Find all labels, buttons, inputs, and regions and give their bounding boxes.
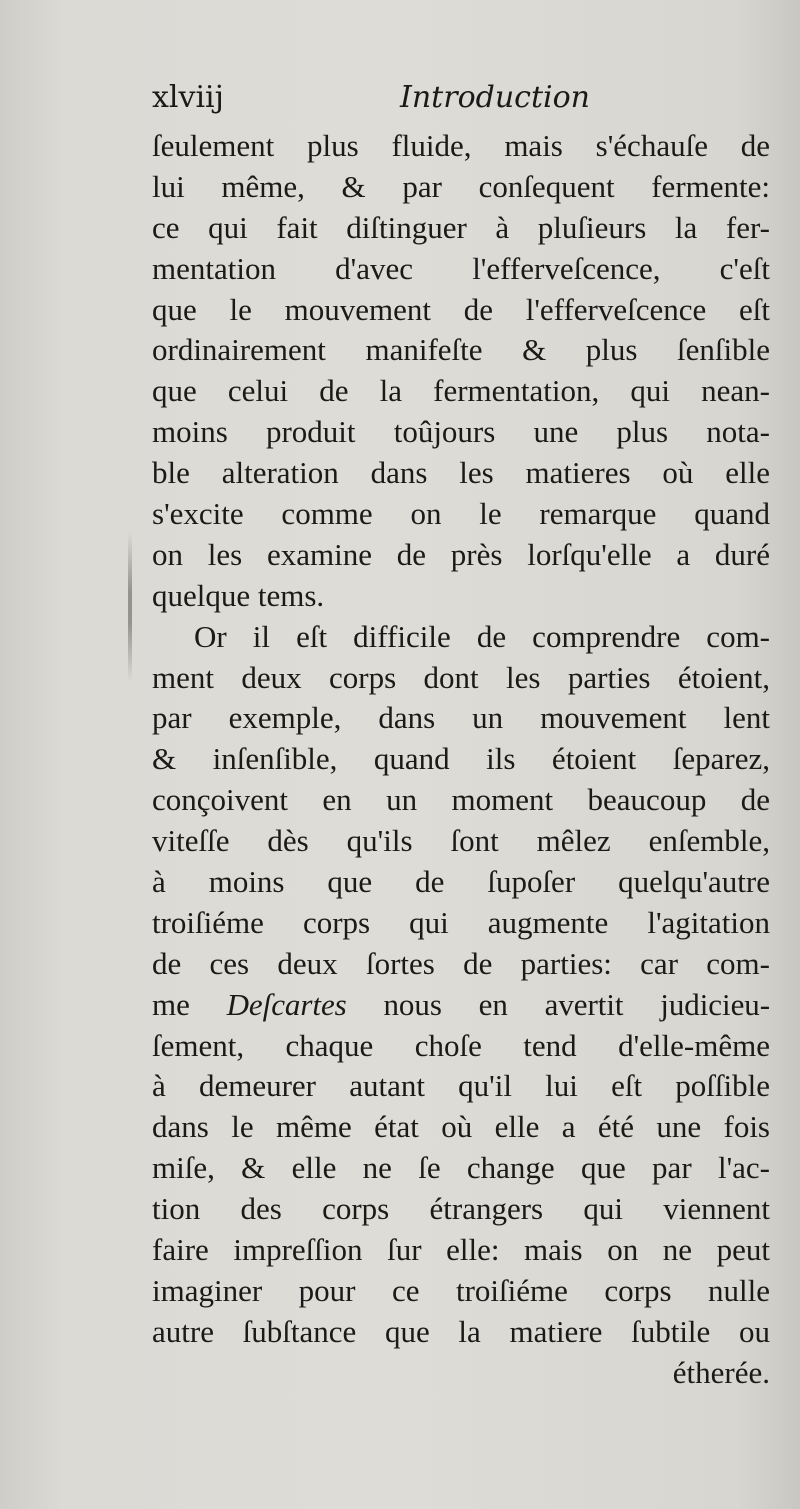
text-line: à moins que de ſupoſer quelqu'autre: [152, 864, 770, 900]
text-line: imaginer pour ce troiſiéme corps nulle: [152, 1272, 770, 1308]
paragraph-end-line: quelque tems.: [152, 577, 325, 613]
catchword-line: étherée.: [672, 1354, 770, 1390]
text-line: ſement, chaque choſe tend d'elle-même: [152, 1027, 770, 1063]
text-line: & inſenſible, quand ils étoient ſeparez,: [152, 741, 770, 777]
text-line: ment deux corps dont les parties étoient,: [152, 659, 770, 695]
text-line: de ces deux ſortes de parties: car com-: [152, 945, 770, 981]
text-line: autre ſubſtance que la matiere ſubtile ou: [152, 1313, 770, 1349]
text-line: tion des corps étrangers qui viennent: [152, 1191, 770, 1227]
text-line: conçoivent en un moment beaucoup de: [152, 782, 770, 818]
text-line: faire impreſſion ſur elle: mais on ne peut: [152, 1232, 770, 1268]
page-number: xlviij: [152, 80, 224, 115]
gutter-shadow: [128, 532, 132, 682]
text-line: que celui de la fermentation, qui nean-: [152, 373, 770, 409]
text-line: ſeulement plus fluide, mais s'échauſe de: [152, 128, 770, 163]
text-line: que le mouvement de l'efferveſcence eſt: [152, 291, 770, 327]
text-line: moins produit toûjours une plus nota-: [152, 414, 770, 450]
text-line: ble alteration dans les matieres où elle: [152, 455, 770, 491]
text-line: miſe, & elle ne ſe change que par l'ac-: [152, 1150, 770, 1186]
text-fragment: me: [152, 986, 190, 1022]
body-text: [152, 126, 770, 1394]
text-line: mentation d'avec l'efferveſcence, c'eſt: [152, 250, 770, 286]
text-line-with-name: [152, 985, 770, 1026]
text-fragment: nous en avertit judicieu-: [383, 986, 770, 1022]
text-line: troiſiéme corps qui augmente l'agitation: [152, 904, 770, 940]
text-line: lui même, & par conſequent fermente:: [152, 168, 770, 204]
paragraph-start-line: Or il eſt difficile de comprendre com-: [194, 618, 770, 654]
text-line: ce qui fait diſtinguer à pluſieurs la fer-: [152, 209, 770, 245]
text-line: on les examine de près lorſqu'elle a duré: [152, 536, 770, 572]
text-line: à demeurer autant qu'il lui eſt poſſible: [152, 1068, 770, 1104]
running-title: Introduction: [400, 80, 590, 115]
text-line: ordinairement manifeſte & plus ſenſible: [152, 332, 770, 368]
text-line: par exemple, dans un mouvement lent: [152, 700, 770, 736]
author-name: Deſcartes: [226, 986, 347, 1022]
text-line: viteſſe dès qu'ils ſont mêlez enſemble,: [152, 823, 770, 859]
text-line: dans le même état où elle a été une fois: [152, 1109, 770, 1145]
text-line: s'excite comme on le remarque quand: [152, 496, 770, 532]
running-head: [152, 80, 772, 126]
